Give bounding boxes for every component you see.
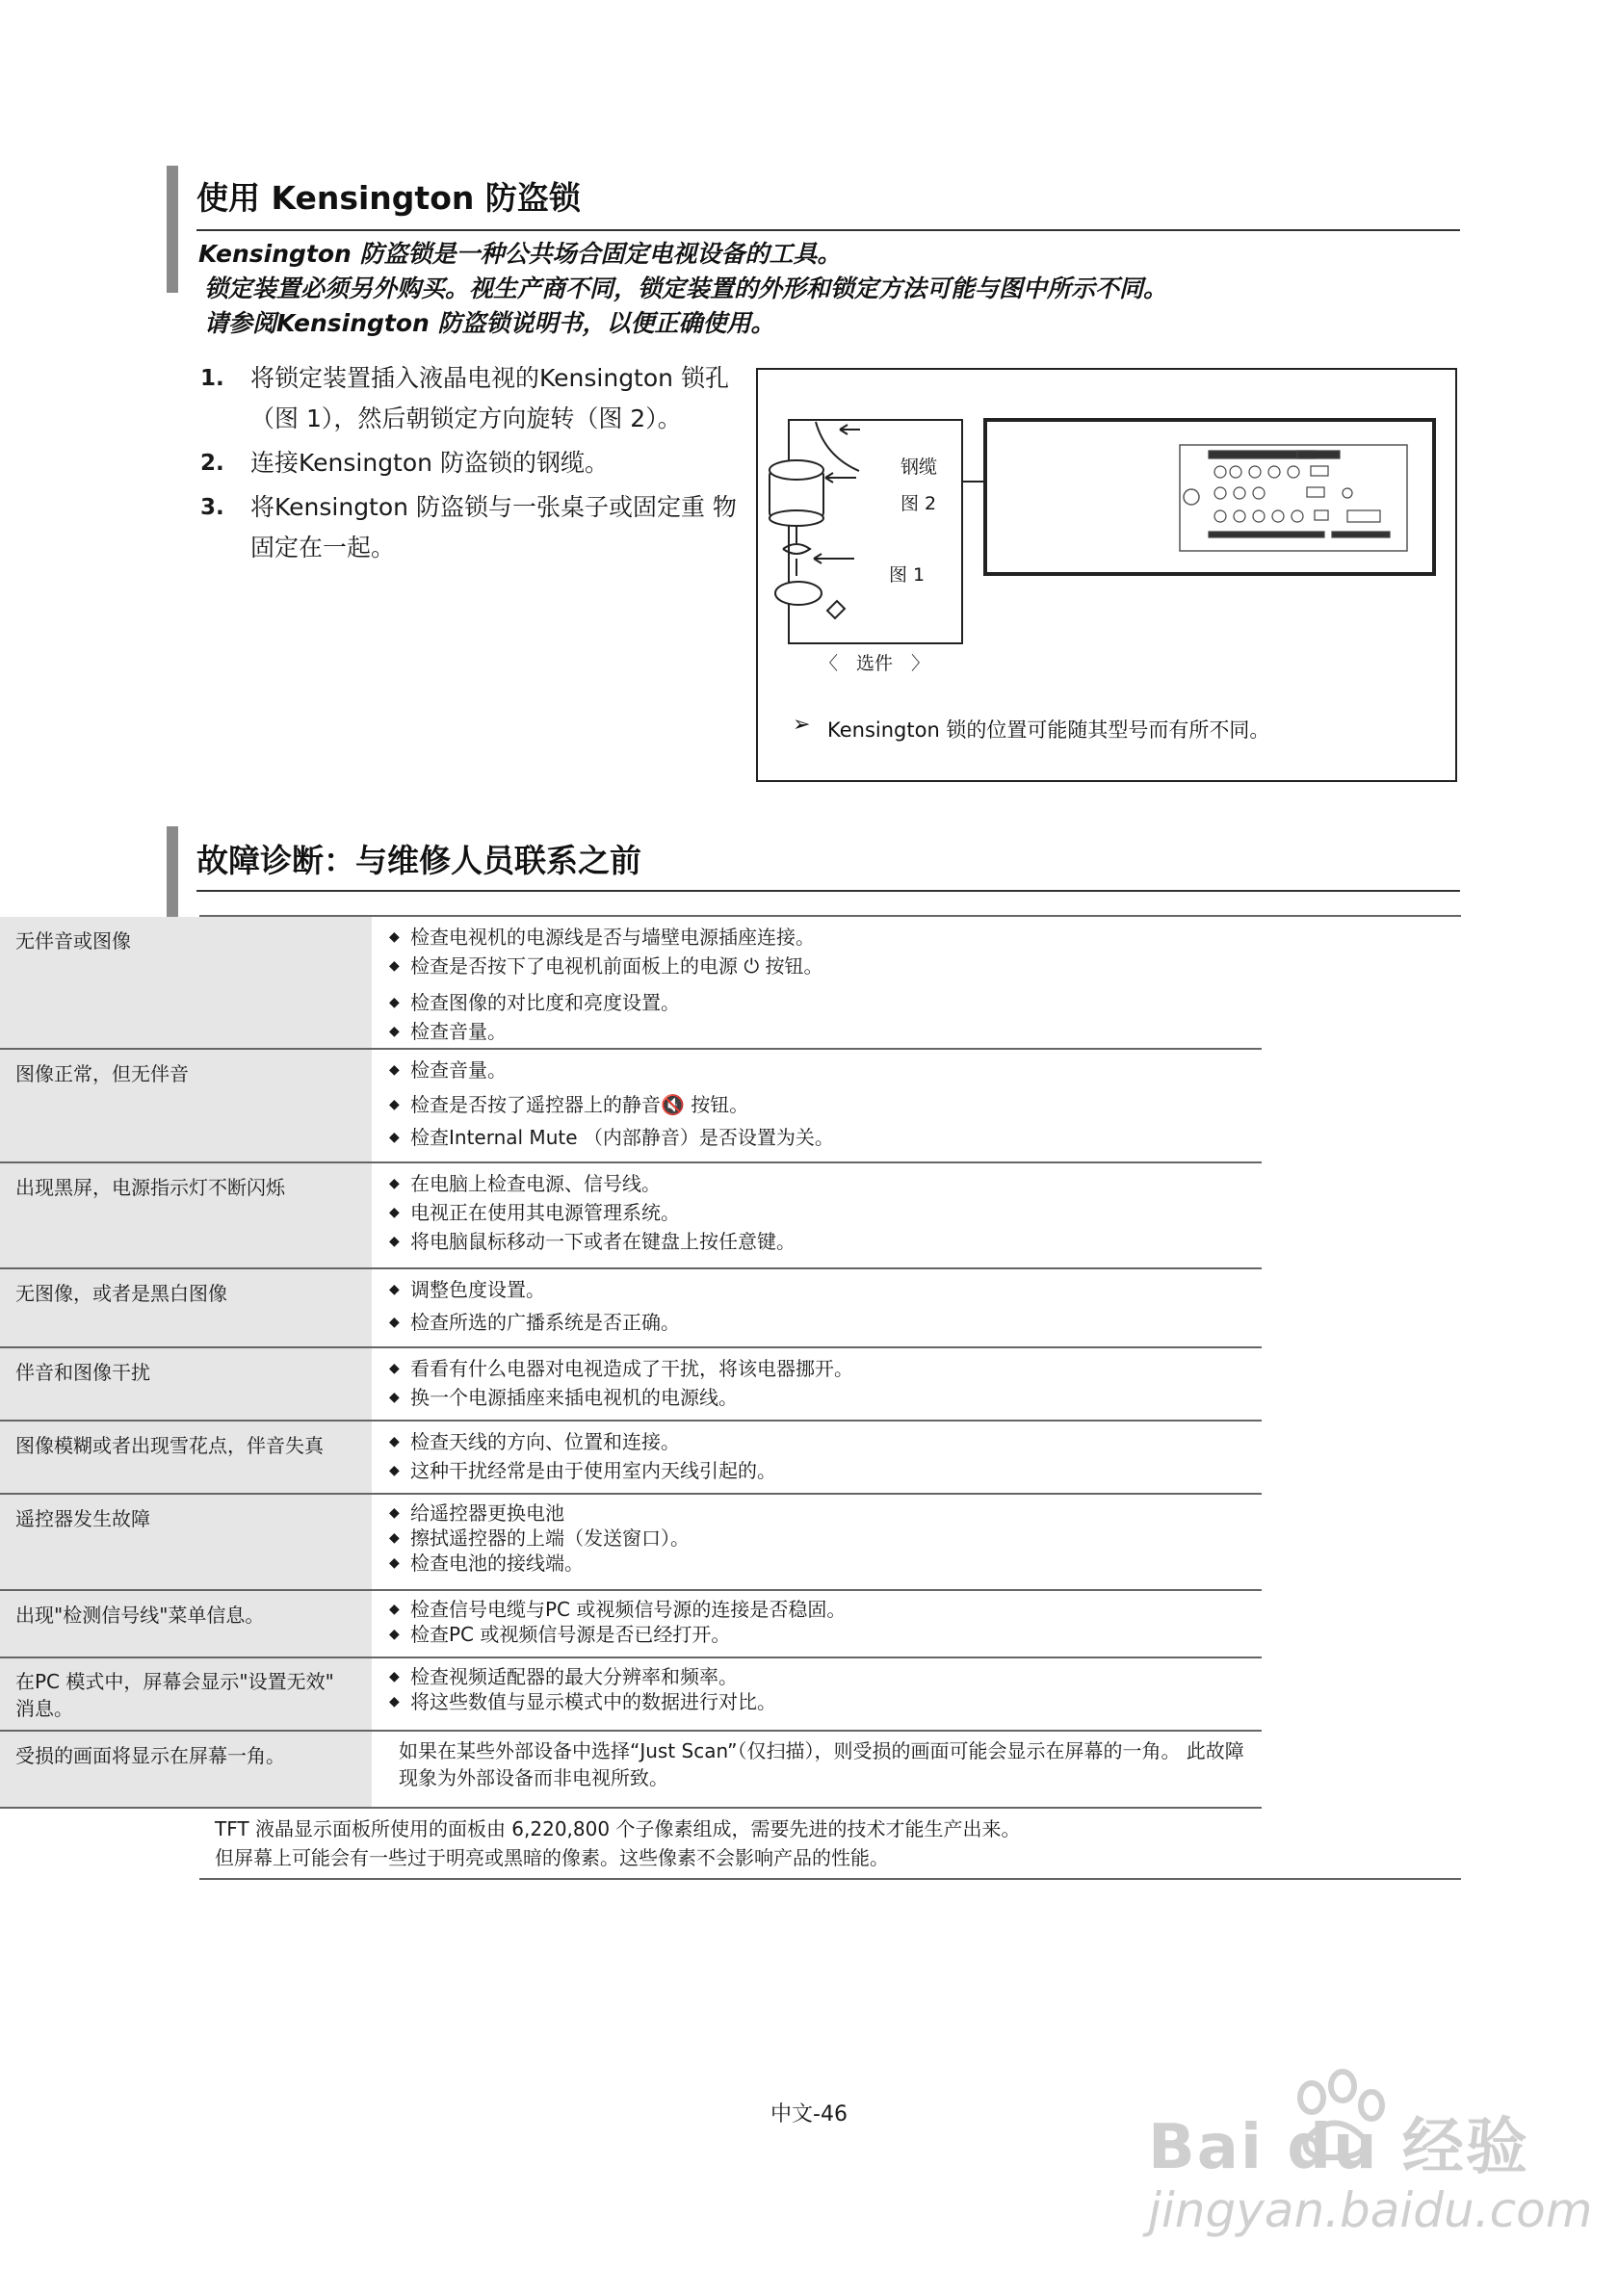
solution-item: ◆ 检查电池的接线端。 xyxy=(389,1551,1252,1576)
solution-item: ◆ 检查图像的对比度和亮度设置。 xyxy=(389,988,1252,1017)
step-number: 1. xyxy=(200,366,224,391)
problem-cell: 伴音和图像干扰 xyxy=(0,1348,372,1420)
solution-item: ◆ 将电脑鼠标移动一下或者在键盘上按任意键。 xyxy=(389,1227,1252,1256)
problem-cell: 受损的画面将显示在屏幕一角。 xyxy=(0,1732,372,1807)
solution-cell xyxy=(379,917,1262,1048)
problem-cell: 图像模糊或者出现雪花点，伴音失真 xyxy=(0,1422,372,1493)
step-text: 将锁定装置插入液晶电视的Kensington 锁孔（图 1），然后朝锁定方向旋转（图 2）。 xyxy=(250,364,729,432)
solution-item: ◆ 电视正在使用其电源管理系统。 xyxy=(389,1198,1252,1227)
solution-cell xyxy=(379,1163,1262,1267)
solution-item: ◆ 检查信号电缆与PC 或视频信号源的连接是否稳固。 xyxy=(389,1597,1252,1622)
section-marker-bar xyxy=(167,166,178,293)
section-rule xyxy=(196,890,1460,892)
kensington-figure xyxy=(756,368,1457,782)
table-row xyxy=(0,1163,1262,1269)
intro-line-1: Kensington 防盗锁是一种公共场合固定电视设备的工具。 xyxy=(198,240,842,268)
table-row xyxy=(0,1348,1262,1422)
step-text: 将Kensington 防盗锁与一张桌子或固定重 物固定在一起。 xyxy=(250,493,737,561)
solution-item: ◆ 在电脑上检查电源、信号线。 xyxy=(389,1169,1252,1198)
solution-cell xyxy=(379,1732,1262,1807)
problem-cell: 遥控器发生故障 xyxy=(0,1495,372,1589)
solution-item: ◆ 检查电视机的电源线是否与墙壁电源插座连接。 xyxy=(389,923,1252,952)
step-number: 3. xyxy=(200,495,224,520)
problem-cell: 无图像，或者是黑白图像 xyxy=(0,1269,372,1346)
section-rule xyxy=(196,229,1460,231)
intro-line-3: 请参阅Kensington 防盗锁说明书，以便正确使用。 xyxy=(204,309,775,337)
watermark-url: jingyan.baidu.com xyxy=(1148,2182,1593,2238)
solution-item: ◆ 检查音量。 xyxy=(389,1017,1252,1046)
problem-cell: 出现黑屏，电源指示灯不断闪烁 xyxy=(0,1163,372,1267)
solution-item: ◆ 检查视频适配器的最大分辨率和频率。 xyxy=(389,1664,1252,1689)
tft-pixel-note xyxy=(199,1809,1461,1880)
page-number: 中文-46 xyxy=(770,2102,848,2126)
solution-item: ◆ 检查Internal Mute （内部静音）是否设置为关。 xyxy=(389,1123,1252,1152)
solution-text: 如果在某些外部设备中选择“Just Scan”（仅扫描），则受损的画面可能会显示在屏幕的一角。 此故障现象为外部设备而非电视所致。 xyxy=(399,1739,1244,1789)
solution-item: ◆ 检查天线的方向、位置和连接。 xyxy=(389,1427,1252,1456)
table-row xyxy=(0,1269,1262,1348)
step-text: 连接Kensington 防盗锁的钢缆。 xyxy=(250,449,609,477)
table-row xyxy=(0,1422,1262,1495)
table-row xyxy=(0,1732,1262,1809)
solution-cell xyxy=(379,1269,1262,1346)
solution-item: ◆ 检查是否按下了电视机前面板上的电源 ⏻ 按钮。 xyxy=(389,952,1252,980)
solution-cell xyxy=(379,1348,1262,1420)
solution-item: ◆ 擦拭遥控器的上端（发送窗口）。 xyxy=(389,1526,1252,1551)
solution-cell xyxy=(379,1658,1262,1730)
note-arrow-icon: ➢ xyxy=(793,713,811,737)
step-list xyxy=(200,358,740,572)
solution-item: ◆ 检查音量。 xyxy=(389,1056,1252,1084)
solution-item: ◆ 调整色度设置。 xyxy=(389,1275,1252,1304)
table-row xyxy=(0,1658,1262,1732)
label-cable: 钢缆 xyxy=(900,457,938,478)
section-title-kensington: 使用 Kensington 防盗锁 xyxy=(196,179,581,217)
kensington-location-note: Kensington 锁的位置可能随其型号而有所不同。 xyxy=(827,718,1270,742)
tft-note-line-1: TFT 液晶显示面板所使用的面板由 6,220,800 个子像素组成，需要先进的技术才能生产出来。 xyxy=(215,1817,1021,1840)
solution-item: ◆ 看看有什么电器对电视造成了干扰，将该电器挪开。 xyxy=(389,1354,1252,1383)
tft-note-line-2: 但屏幕上可能会有一些过于明亮或黑暗的像素。这些像素不会影响产品的性能。 xyxy=(215,1846,889,1869)
label-fig1: 图 1 xyxy=(889,564,926,586)
table-row xyxy=(0,917,1262,1050)
solution-item: ◆ 这种干扰经常是由于使用室内天线引起的。 xyxy=(389,1456,1252,1485)
section-title-troubleshooting: 故障诊断：与维修人员联系之前 xyxy=(196,842,641,879)
solution-item: ◆ 将这些数值与显示模式中的数据进行对比。 xyxy=(389,1689,1252,1714)
solution-item: ◆ 检查PC 或视频信号源是否已经打开。 xyxy=(389,1622,1252,1647)
step-item xyxy=(200,487,740,568)
table-row xyxy=(0,1495,1262,1591)
problem-cell: 无伴音或图像 xyxy=(0,917,372,1048)
problem-cell: 在PC 模式中，屏幕会显示"设置无效" 消息。 xyxy=(0,1658,372,1730)
caption-optional: 〈 选件 〉 xyxy=(820,653,930,674)
step-number: 2. xyxy=(200,451,224,476)
solution-cell xyxy=(379,1591,1262,1657)
step-item xyxy=(200,443,740,483)
label-fig2: 图 2 xyxy=(900,493,937,514)
step-item xyxy=(200,358,740,439)
solution-cell xyxy=(379,1050,1262,1161)
solution-item: ◆ 检查是否按了遥控器上的静音🔇 按钮。 xyxy=(389,1090,1252,1119)
problem-cell: 图像正常，但无伴音 xyxy=(0,1050,372,1161)
solution-cell xyxy=(379,1422,1262,1493)
solution-item: ◆ 给遥控器更换电池 xyxy=(389,1500,1252,1526)
solution-item: ◆ 换一个电源插座来插电视机的电源线。 xyxy=(389,1383,1252,1412)
solution-cell xyxy=(379,1495,1262,1589)
table-row xyxy=(0,1591,1262,1658)
solution-item: ◆ 检查所选的广播系统是否正确。 xyxy=(389,1308,1252,1337)
problem-cell: 出现"检测信号线"菜单信息。 xyxy=(0,1591,372,1657)
watermark-brand: Bai du 经验 xyxy=(1148,2112,1529,2183)
intro-line-2: 锁定装置必须另外购买。视生产商不同，锁定装置的外形和锁定方法可能与图中所示不同。 xyxy=(204,274,1168,302)
table-row xyxy=(0,1050,1262,1163)
